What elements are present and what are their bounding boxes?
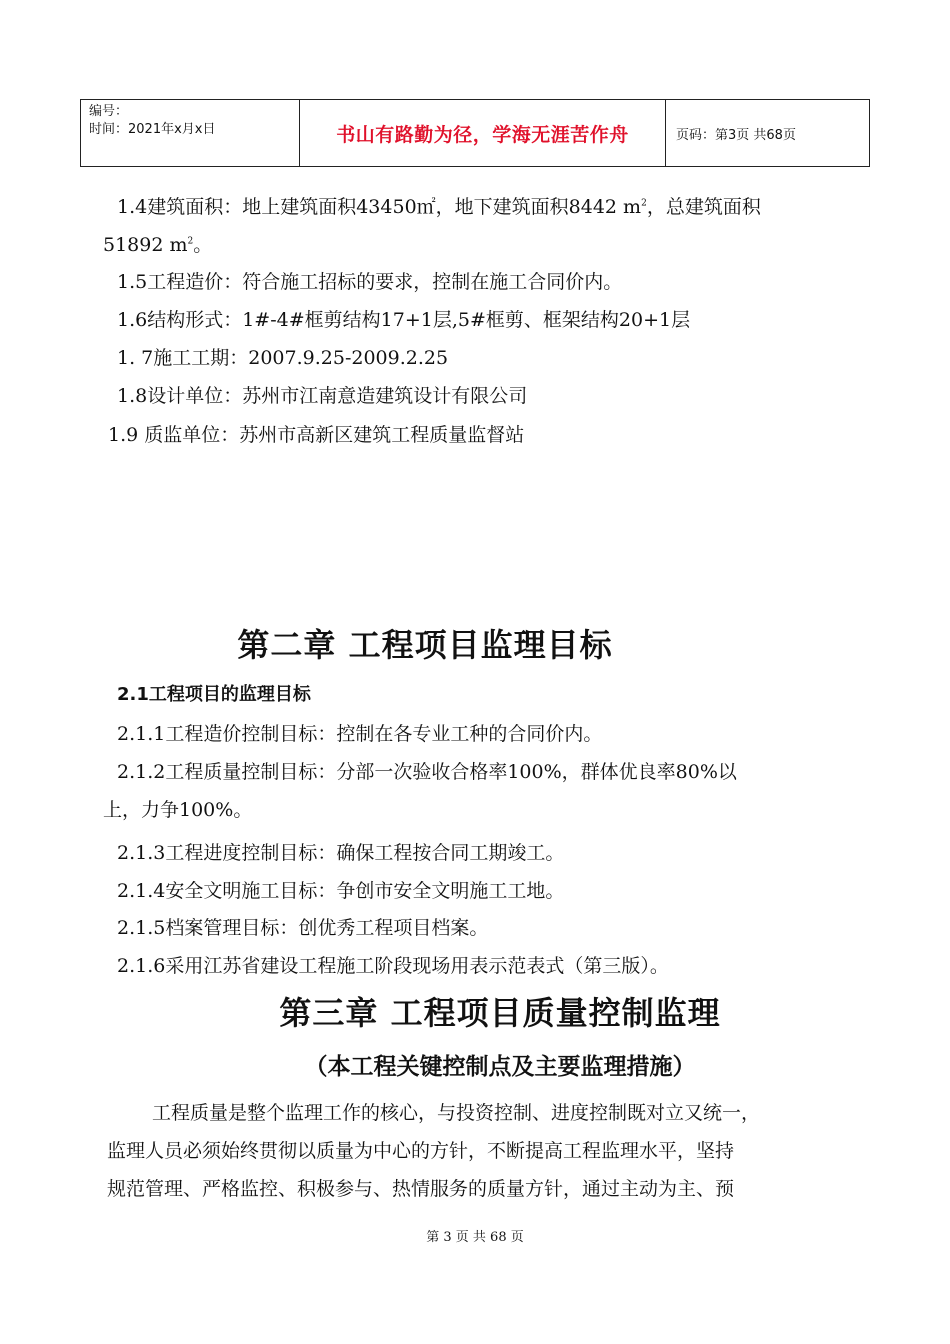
quality-para-line-2: 监理人员必须始终贯彻以质量为中心的方针，不断提高工程监理水平，坚持 <box>107 1140 735 1162</box>
area-line-2 <box>103 230 212 257</box>
goal-2-1-2-cont: 上，力争100%。 <box>103 799 253 821</box>
area-sup-2: 2 <box>187 236 194 247</box>
area-text-2b: 。 <box>193 234 213 256</box>
time-label: 时间：2021年x月x日 <box>89 122 216 137</box>
header-motto: 书山有路勤为径，学海无涯苦作舟 <box>336 123 629 146</box>
cost-line: 1.5工程造价：符合施工招标的要求，控制在施工合同价内。 <box>117 271 623 293</box>
quality-para-line-3: 规范管理、严格监控、积极参与、热情服务的质量方针，通过主动为主、预 <box>107 1178 735 1200</box>
designer-line: 1.8设计单位：苏州市江南意造建筑设计有限公司 <box>117 385 528 407</box>
chapter3-subtitle: （本工程关键控制点及主要监理措施） <box>304 1054 696 1080</box>
header-meta <box>81 100 300 167</box>
header-motto-cell <box>300 100 666 167</box>
page-footer: 第 3 页 共 68 页 <box>426 1230 524 1245</box>
section-2-1-title: 2.1工程项目的监理目标 <box>117 684 311 705</box>
quality-para-line-1: 工程质量是整个监理工作的核心，与投资控制、进度控制既对立又统一， <box>152 1102 761 1124</box>
goal-2-1-6: 2.1.6采用江苏省建设工程施工阶段现场用表示范表式（第三版）。 <box>117 955 669 977</box>
structure-line: 1.6结构形式：1#-4#框剪结构17+1层,5#框剪、框架结构20+1层 <box>117 309 691 331</box>
period-line: 1. 7施工工期：2007.9.25-2009.2.25 <box>117 347 449 369</box>
area-text-1: 1.4建筑面积：地上建筑面积43450㎡，地下建筑面积8442 m <box>117 196 642 218</box>
chapter3-title: 第三章 工程项目质量控制监理 <box>279 994 721 1032</box>
chapter2-title: 第二章 工程项目监理目标 <box>237 626 613 664</box>
area-text-1b: ，总建筑面积 <box>646 196 761 218</box>
goal-2-1-2: 2.1.2工程质量控制目标：分部一次验收合格率100%，群体优良率80%以 <box>117 761 737 783</box>
goal-2-1-5: 2.1.5档案管理目标：创优秀工程项目档案。 <box>117 917 489 939</box>
area-text-2: 51892 m <box>103 234 188 256</box>
supervisor-line: 1.9 质监单位：苏州市高新区建筑工程质量监督站 <box>108 424 525 446</box>
goal-2-1-4: 2.1.4安全文明施工目标：争创市安全文明施工工地。 <box>117 880 565 902</box>
area-line-1 <box>117 192 761 219</box>
area-sup-1: 2 <box>641 198 647 209</box>
header-page-code: 页码：第3页 共68页 <box>666 100 870 167</box>
header-table <box>80 99 870 167</box>
goal-2-1-3: 2.1.3工程进度控制目标：确保工程按合同工期竣工。 <box>117 842 565 864</box>
number-label: 编号： <box>89 104 129 119</box>
goal-2-1-1: 2.1.1工程造价控制目标：控制在各专业工种的合同价内。 <box>117 723 603 745</box>
